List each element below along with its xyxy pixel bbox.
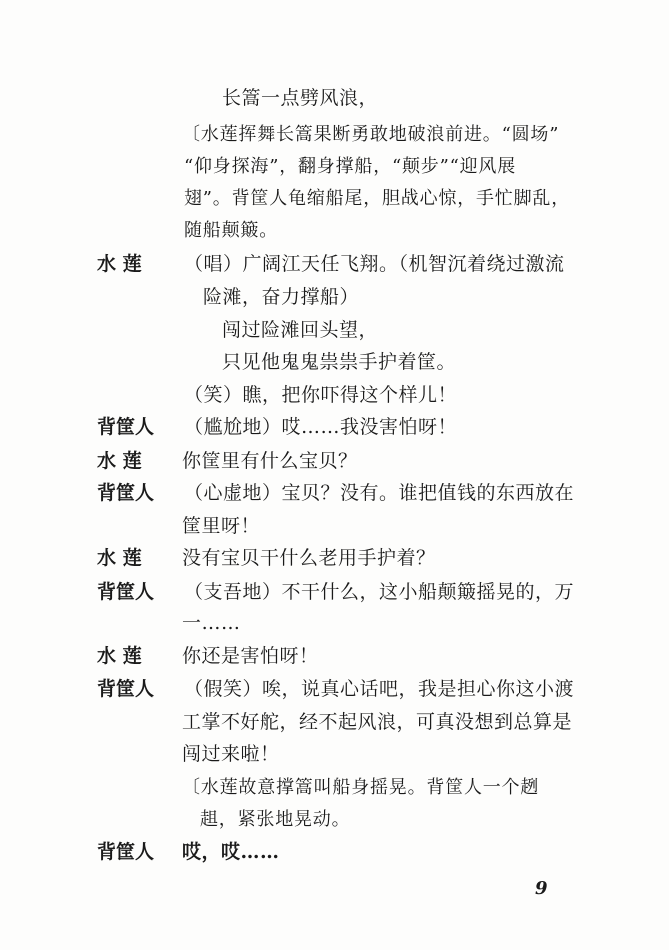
dialogue-line: 一…… xyxy=(182,612,241,634)
speaker-name: 水 莲 xyxy=(97,253,142,275)
lyric-line: 只见他鬼鬼祟祟手护着筐。 xyxy=(222,351,457,373)
dialogue-line: 你筐里有什么宝贝？ xyxy=(182,450,358,472)
speaker-name: 背筐人 xyxy=(97,482,155,504)
speaker-name: 背筐人 xyxy=(97,841,155,863)
speaker-name: 水 莲 xyxy=(97,645,142,667)
dialogue-line: （唱）广阔江天任飞翔。（机智沉着绕过激流 xyxy=(184,253,565,275)
speaker-name: 水 莲 xyxy=(97,547,142,569)
dialogue-line: 筐里呀！ xyxy=(182,515,261,537)
dialogue-line: 闯过来啦！ xyxy=(182,743,280,765)
stage-direction-line: 随船颠簸。 xyxy=(184,220,278,241)
speaker-name: 背筐人 xyxy=(97,678,155,700)
stage-direction-line: “仰身探海”，翻身撑船，“颠步”“迎风展 xyxy=(184,156,517,177)
stage-direction-line: 翅”。背筐人龟缩船尾，胆战心惊，手忙脚乱， xyxy=(184,188,570,209)
dialogue-line: （心虚地）宝贝？没有。谁把值钱的东西放在 xyxy=(184,482,575,504)
stage-direction-line: 趄，紧张地晃动。 xyxy=(200,809,351,830)
dialogue-line: （假笑）唉，说真心话吧，我是担心你这小渡 xyxy=(184,678,575,700)
page-number: 9 xyxy=(535,878,548,899)
lyric-line: 长篙一点劈风浪， xyxy=(222,87,379,109)
speaker-name: 背筐人 xyxy=(97,416,155,438)
dialogue-line: （笑）瞧，把你吓得这个样儿！ xyxy=(184,384,458,406)
dialogue-line: 险滩，奋力撑船） xyxy=(203,286,360,308)
dialogue-line: （支吾地）不干什么，这小船颠簸摇晃的，万 xyxy=(184,581,575,603)
speaker-name: 水 莲 xyxy=(97,450,142,472)
lyric-line: 闯过险滩回头望， xyxy=(222,319,379,341)
dialogue-line: 没有宝贝干什么老用手护着？ xyxy=(182,547,436,569)
dialogue-line: 工掌不好舵，经不起风浪，可真没想到总算是 xyxy=(182,711,573,733)
speaker-name: 背筐人 xyxy=(97,581,155,603)
dialogue-line: 哎，哎…… xyxy=(182,841,280,863)
dialogue-line: 你还是害怕呀！ xyxy=(182,645,319,667)
stage-direction-line: 〔水莲故意撑篙叫船身摇晃。背筐人一个趔 xyxy=(182,777,540,798)
stage-direction-line: 〔水莲挥舞长篙果断勇敢地破浪前进。“圆场” xyxy=(182,124,560,145)
dialogue-line: （尴尬地）哎……我没害怕呀！ xyxy=(184,416,458,438)
